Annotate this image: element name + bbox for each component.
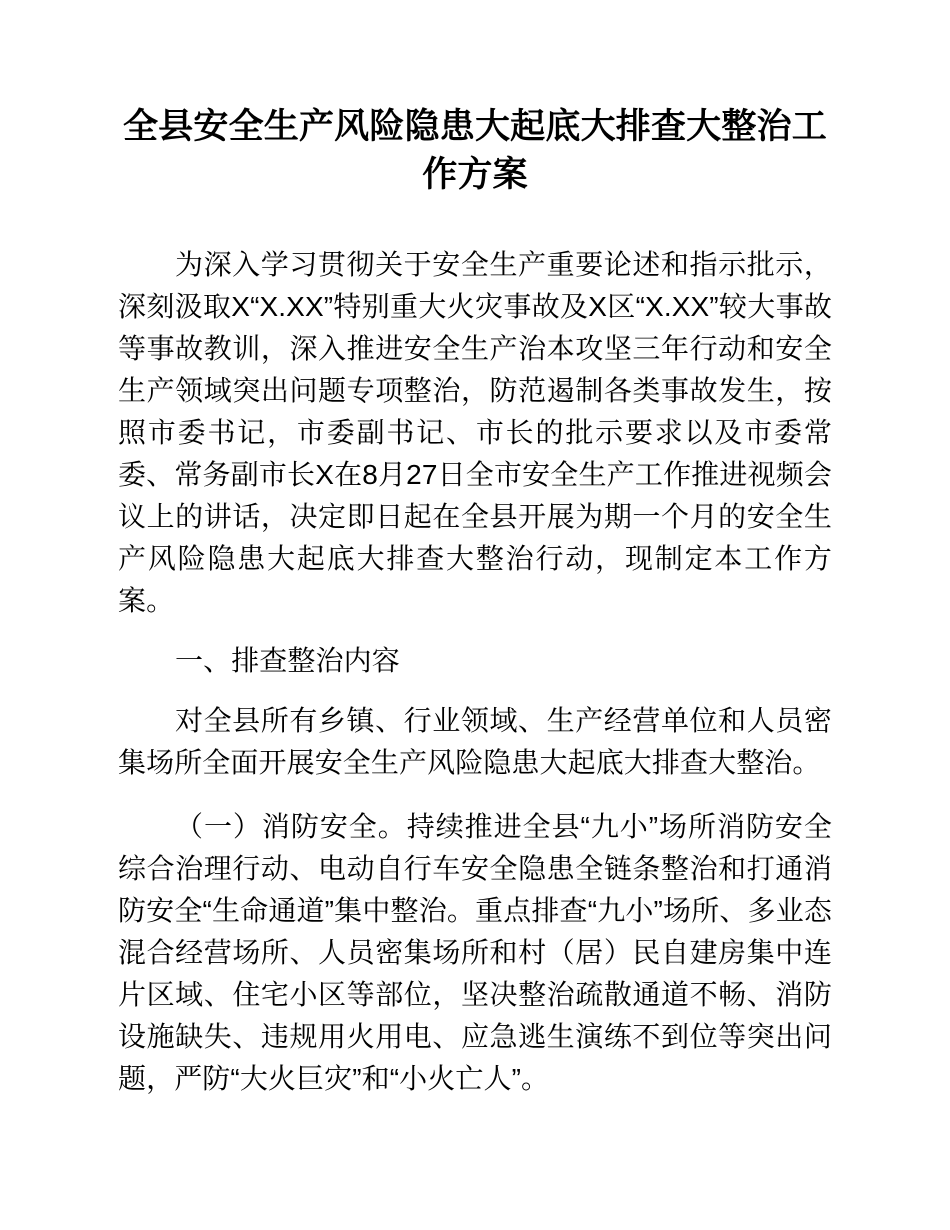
document-title: 全县安全生产风险隐患大起底大排查大整治工作方案 [122, 107, 827, 194]
subsection-one-paragraph: （一）消防安全。持续推进全县“九小”场所消防安全综合治理行动、电动自行车安全隐患全链条整治和打通消防安全“生命通道”集中整治。重点排查“九小”场所、多业态混合经营场所、人员密集场所和村（居）民自建房集中连片区域、住宅小区等部位，坚决整治疏散通道不畅、消防设施缺失、违规用火用电、应急逃生演练不到位等突出问题，严防“大火巨灾”和“小火亡人”。 [118, 811, 832, 1094]
section-heading-one: 一、排查整治内容 [175, 645, 400, 676]
paragraph-spacer-1 [118, 622, 832, 640]
title-body-spacer [118, 199, 832, 219]
paragraph-spacer-2 [118, 682, 832, 700]
paragraph-spacer-3 [118, 784, 832, 806]
intro-paragraph: 为深入学习贯彻关于安全生产重要论述和指示批示，深刻汲取X“X.XX”特别重大火灾事故及X区“X.XX”较大事故等事故教训，深入推进安全生产治本攻坚三年行动和安全生产领域突出问题专项整治，防范遏制各类事故发生，按照市委书记，市委副书记、市长的批示要求以及市委常委、常务副市长X在8月27日全市安全生产工作推进视频会议上的讲话，决定即日起在全县开展为期一个月的安全生产风险隐患大起底大排查大整治行动，现制定本工作方案。 [118, 249, 832, 616]
document-content [118, 0, 832, 1100]
section-one-paragraph: 对全县所有乡镇、行业领域、生产经营单位和人员密集场所全面开展安全生产风险隐患大起底大排查大整治。 [118, 705, 832, 778]
